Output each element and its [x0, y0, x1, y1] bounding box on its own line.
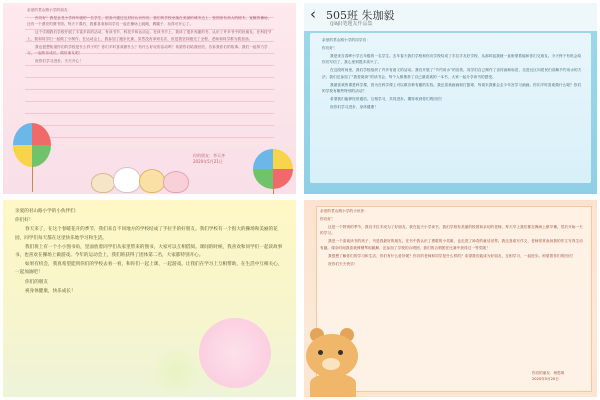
cat-illustration [163, 171, 189, 193]
cat-illustration [91, 173, 115, 193]
signature: 你们的朋友：杨思琪 [532, 371, 565, 375]
letter-card-blue [310, 33, 591, 183]
ruled-line [25, 113, 274, 114]
letter-paragraph: 我很想了解你们的学习和生活，你们有什么爱好呢？你们的老师和同学是什么样的？希望我们能成为好朋友，互相学习，一起进步。盼望着你们的回信！ [328, 253, 576, 258]
page-header [304, 3, 597, 31]
letter-paragraph: 我也很想知道你们的学校是什么样子的？你们平时喜欢做什么？有什么好玩的活动吗？希望你们给我回信，告诉我你们的故事。我们一起努力学习，一起快乐成长，做好朋友吧！ [27, 44, 268, 56]
date: 2020年5月21日 [193, 159, 223, 164]
letter-salutation: 你们好！ [15, 218, 34, 224]
letter-paragraph: 希望我们能够经常通信，互相学习，共同进步。期待收到你们的回信！ [330, 97, 445, 102]
ruled-line [25, 89, 274, 90]
letter-salutation: 你们好！ [322, 46, 337, 50]
letter-signoff: 祝身体健康，快乐成长！ [25, 288, 76, 294]
letter-paragraph: 我是来自春晖小学五年级的一名学生。去年春天我们学校和你们学校结成了手拉手友好学校，从那时起我就一直盼望着能和你们交朋友。今天终于有机会给你们写信了，我心里别提多高兴了。 [322, 54, 582, 65]
letter-paragraph: 我们班上有一个小小图书角，里面放着同学们从家里带来的图书，大家可以互相借阅。课间的时候，我喜欢和同学们一起读故事书，也喜欢在操场上做游戏。今年的运动会上，我们班获得了团体第二名，大家都特别开心。 [15, 244, 283, 259]
letter-paragraph: 我是一个喜欢读书的孩子，书是我最好的朋友。在书中我认识了勇敢的小英雄，也走进了神奇的童话世界。我还喜欢写作文，老师常常表扬我的作文写得生动有趣。课余时间我喜欢弹钢琴和跳舞，还参加了学校的合唱团，我们的合唱团在比赛中获得过一等奖呢！ [320, 239, 583, 250]
balloon-illustration-left [13, 123, 51, 167]
balloon-illustration-right [253, 149, 293, 189]
letter-body [15, 208, 285, 297]
letter-greeting: 亲爱的君山路小学的同学们： [322, 38, 371, 42]
letter-greeting: 亲爱的君山路小学的小伙伴： [320, 209, 369, 213]
letter-signoff: 祝你们天天快乐！ [328, 261, 358, 266]
letter-body [322, 37, 584, 112]
letter-card-peach [304, 200, 597, 397]
letter-salutation: 你们好！ [320, 217, 335, 221]
ruled-line [25, 125, 274, 126]
letter-paragraph: 在这段时间里，我们学校组织了许多有意义的活动。我们开展了“节约用水”的宣传，同学们自己制作了宣传画和标语，走进社区向居民们讲解节约用水的方法；我们还参加了“我爱阅读”的读书会，每个人都推荐了自己最喜欢的一本书，大家一起分享读书的感受。 [322, 68, 582, 79]
letter-closing: 你们的朋友 [25, 279, 48, 285]
share-page-blue [304, 3, 597, 194]
page-subtitle: (jiājì)笔题友作品集 [330, 21, 373, 27]
cat-illustration [139, 169, 165, 193]
ruled-line [25, 101, 274, 102]
letter-paragraph: 如果有机会，我真希望能到你们的学校去看一看，和你们一起上课、一起游戏。让我们在学习上互相帮助，在生活中互相关心，一起加油吧！ [15, 262, 283, 276]
signature: 你的朋友：李天齐 [193, 153, 225, 158]
date: 2020年5月20日 [532, 376, 559, 381]
bear-illustration [304, 328, 364, 397]
letter-paragraph: 你们好！我是金龙小学四年级的一名学生，很高兴通过这封信认识你们。我们的学校坐落在美丽的城市边上，校园里有高大的树木，宽敞的操场，还有一个漂亮的图书馆。每天下课后，我都喜欢和同学们一起在操场上跳绳、踢毽子，玩得可开心了。 [27, 16, 272, 27]
letter-signoff: 祝你们学习进步，天天开心！ [35, 59, 84, 64]
letter-greeting: 亲爱的君山路小学的小伙伴们： [15, 209, 80, 214]
letter-card-yellow [3, 200, 296, 397]
letter-body [320, 208, 586, 269]
letter-paragraph: 我最喜欢的课是科学课，因为在科学课上可以做各种有趣的实验。我还喜欢画画和打篮球，每周末我都会去少年宫学习画画。你们平时喜欢做什么呢？你们的学校有哪些特别的活动？ [322, 82, 582, 94]
signature-block [532, 371, 564, 382]
balloon-string [32, 166, 33, 192]
letter-paragraph: 这是一个特别的季节，我们手拉手成为了好朋友。我在蓝天小学读书，我们学校有美丽的校园和亲切的老师。每天早上我们都在操场上做早操，然后开始一天的学习。 [320, 225, 583, 236]
ruled-line [25, 137, 274, 138]
back-arrow-icon[interactable]: ‹ [310, 5, 316, 23]
balloon-string [273, 188, 274, 194]
letter-greeting: 亲爱的君山路小学的朋友： [27, 8, 72, 12]
page-title: 505班 朱珈毅 [326, 9, 395, 22]
letter-card-pink [3, 3, 296, 194]
letter-paragraph: 这个学期我们学校开展了丰富多彩的活动，有读书节、科技节和运动会。在读书节上，我读了很多有趣的书，认识了许多书中的好朋友；在科技节上，我和同学们一起做了小制作；在运动会上，我参加了跑步比赛，虽然没有拿到名次，但是我坚持跑完了全程，老师和同学都为我加油。 [27, 30, 272, 41]
ruled-line [25, 77, 274, 78]
letter-body [27, 7, 273, 66]
cat-illustration [113, 167, 141, 193]
letter-paragraph: 春天来了，在这个春暖花开的季节，我们来自不同地方的学校结成了手拉手的好朋友。我们学校有一个很大的操场和美丽的花园，同学们每天都在这里快乐地学习和生活。 [15, 227, 278, 241]
letter-signoff: 祝你们学习进步，身体健康！ [330, 105, 379, 110]
decorative-blob [199, 318, 271, 388]
decorative-blob [149, 350, 203, 394]
signature-block [193, 153, 225, 165]
